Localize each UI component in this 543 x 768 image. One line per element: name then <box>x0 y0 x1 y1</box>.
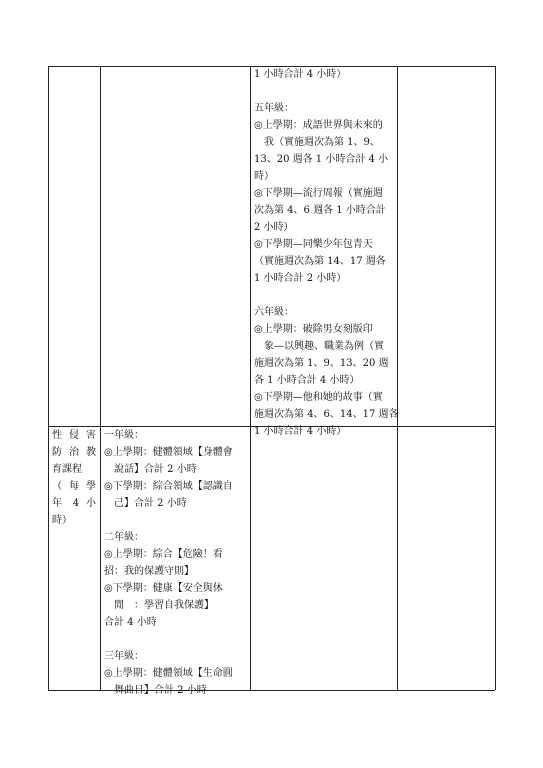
topic-label-line: 防治教 <box>52 447 96 458</box>
text-line: 閒 ：學習自我保護】 <box>104 600 214 611</box>
text-line: ◎下學期：綜合領域【認識自 <box>104 481 233 492</box>
text-line: 我（實施週次為第 1、9、 <box>254 137 380 148</box>
grade-heading: 三年級： <box>104 651 144 662</box>
text-line: ◎上學期：成語世界與未來的 <box>254 120 383 131</box>
text-line: 1 小時合計 4 小時） <box>254 69 347 80</box>
text-line: 施週次為第 4、6、14、17 週各 <box>254 409 399 420</box>
text-line: ◎下學期—流行周報（實施週 <box>254 188 383 199</box>
row1-col4-empty-cell <box>398 67 494 425</box>
text-line: ◎下學期—他和她的故事（實 <box>254 392 383 403</box>
text-line: ◎上學期：破除男女刻版印 <box>254 324 373 335</box>
blank-line <box>104 512 248 529</box>
text-line: 次為第 4、6 週各 1 小時合計 <box>254 205 386 216</box>
topic-label-line: （每學 <box>52 481 96 492</box>
table-border-right <box>495 66 496 690</box>
topic-label-line: 時） <box>52 515 72 526</box>
text-line: 己】合計 2 小時 <box>104 498 187 509</box>
text-line: （實施週次為第 14、17 週各 <box>254 256 386 267</box>
row1-schedule-cell <box>254 66 399 440</box>
text-line: 合計 4 小時 <box>104 617 157 628</box>
row1-col1-empty-cell <box>49 67 99 425</box>
text-line: 13、20 週各 1 小時合計 4 小 <box>254 154 389 165</box>
blank-line <box>254 287 394 304</box>
text-line: 招：我的保護守則】 <box>104 566 194 577</box>
text-line: 1 小時合計 2 小時） <box>254 273 347 284</box>
blank-line <box>254 83 394 100</box>
text-line: ◎上學期：健體領域【身體會 <box>104 447 233 458</box>
topic-label-cell <box>52 427 96 529</box>
text-line: ◎上學期：健體領域【生命圓 <box>104 668 233 679</box>
text-line: ◎下學期—同樂少年包青天 <box>254 239 373 250</box>
topic-label-line: 性侵害 <box>52 430 96 441</box>
grade-plan-cell <box>104 427 248 699</box>
grade-heading: 五年級： <box>254 103 294 114</box>
text-line: 2 小時） <box>254 222 294 233</box>
row1-col2-empty-cell <box>101 67 249 425</box>
grade-heading: 二年級： <box>104 532 144 543</box>
text-line: 舞曲日】合計 2 小時 <box>104 685 207 696</box>
text-line: ◎上學期：綜合【危險！看 <box>104 549 223 560</box>
topic-label-line: 年 4 小 <box>52 498 96 509</box>
blank-line <box>104 631 248 648</box>
text-line: 1 小時合計 4 小時） <box>254 426 347 437</box>
row2-col3-empty-cell <box>251 427 396 689</box>
text-line: 各 1 小時合計 4 小時） <box>254 375 360 386</box>
grade-heading: 一年級： <box>104 430 144 441</box>
grade-heading: 六年級： <box>254 307 294 318</box>
text-line: 時） <box>254 171 274 182</box>
topic-label-line: 育課程 <box>52 464 82 475</box>
text-line: 象—以興趣、職業為例（實 <box>254 341 384 352</box>
text-line: 說話】合計 2 小時 <box>104 464 197 475</box>
text-line: 施週次為第 1、9、13、20 週 <box>254 358 389 369</box>
text-line: ◎下學期：健康【安全與休 <box>104 583 223 594</box>
row2-col4-empty-cell <box>398 427 494 689</box>
